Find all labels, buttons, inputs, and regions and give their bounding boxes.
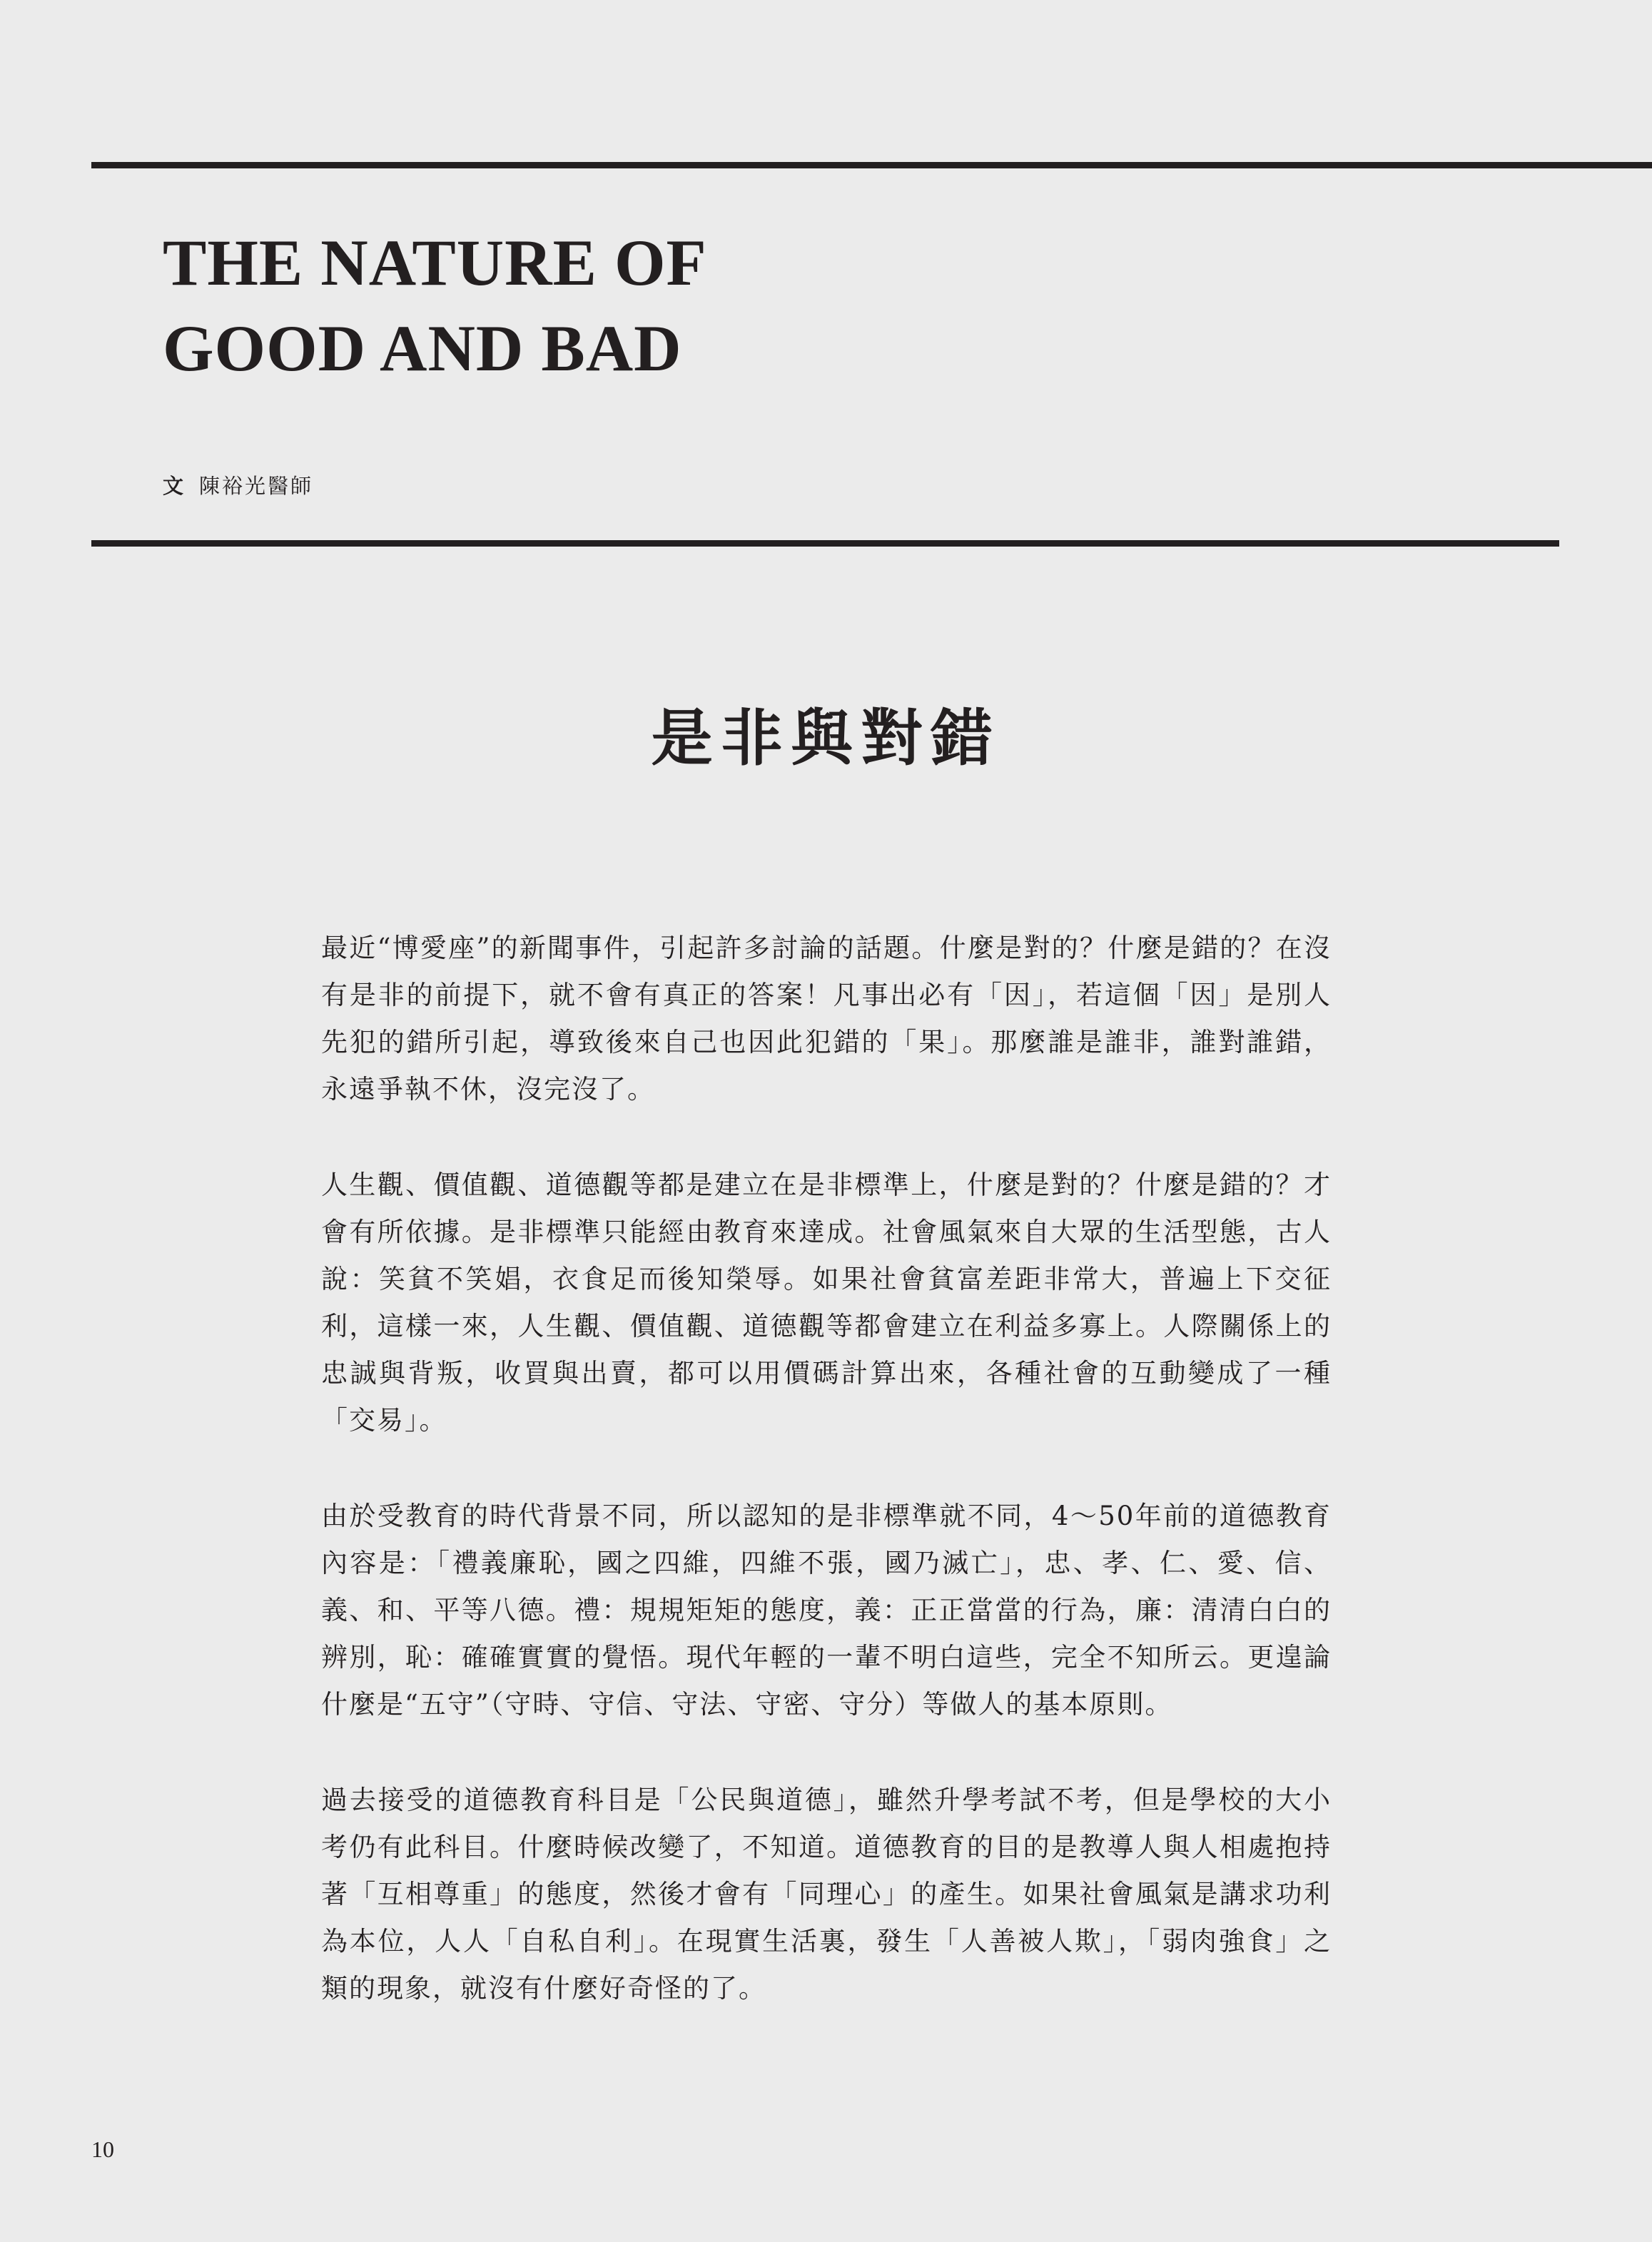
author-name: 陳裕光醫師 [199, 474, 314, 498]
paragraph: 最近“博愛座”的新聞事件，引起許多討論的話題。什麼是對的？什麼是錯的？在沒有是非的前提下，就不會有真正的答案！凡事出必有「因」，若這個「因」是別人先犯的錯所引起，導致後來自己也因此犯錯的「果」。那麼誰是誰非，誰對誰錯，永遠爭執不休，沒完沒了。 [321, 933, 1332, 1105]
paragraph: 人生觀、價值觀、道德觀等都是建立在是非標準上，什麼是對的？什麼是錯的？才會有所依據。是非標準只能經由教育來達成。社會風氣來自大眾的生活型態，古人說：笑貧不笑娼，衣食足而後知榮辱。如果社會貧富差距非常大，普遍上下交征利，這樣一來，人生觀、價值觀、道德觀等都會建立在利益多寡上。人際關係上的忠誠與背叛，收買與出賣，都可以用價碼計算出來，各種社會的互動變成了一種「交易」。 [321, 1170, 1332, 1436]
byline [163, 472, 313, 500]
article-title: 是非與對錯 [651, 702, 1001, 774]
article-body [321, 925, 1332, 2061]
paragraph: 過去接受的道德教育科目是「公民與道德」，雖然升學考試不考，但是學校的大小考仍有此科目。什麼時候改變了，不知道。道德教育的目的是教導人與人相處抱持著「互相尊重」的態度，然後才會有「同理心」的產生。如果社會風氣是講求功利為本位，人人「自私自利」。在現實生活裏，發生「人善被人欺」，「弱肉強食」之類的現象，就沒有什麼好奇怪的了。 [321, 1785, 1332, 2004]
english-title [163, 220, 707, 391]
byline-label: 文 [163, 474, 184, 498]
paragraph: 由於受教育的時代背景不同，所以認知的是非標準就不同，4～50年前的道德教育內容是：「禮義廉恥，國之四維，四維不張，國乃滅亡」，忠、孝、仁、愛、信、義、和、平等八德。禮：規規矩矩的態度，義：正正當當的行為，廉：清清白白的辨別，恥：確確實實的覺悟。現代年輕的一輩不明白這些，完全不知所云。更遑論什麼是“五守”（守時、守信、守法、守密、守分）等做人的基本原則。 [321, 1501, 1332, 1720]
top-divider [91, 162, 1652, 168]
english-title-line-1: THE NATURE OF [163, 226, 707, 299]
english-title-line-2: GOOD AND BAD [163, 312, 682, 385]
header-divider [91, 540, 1559, 547]
page-number: 10 [91, 2136, 114, 2162]
